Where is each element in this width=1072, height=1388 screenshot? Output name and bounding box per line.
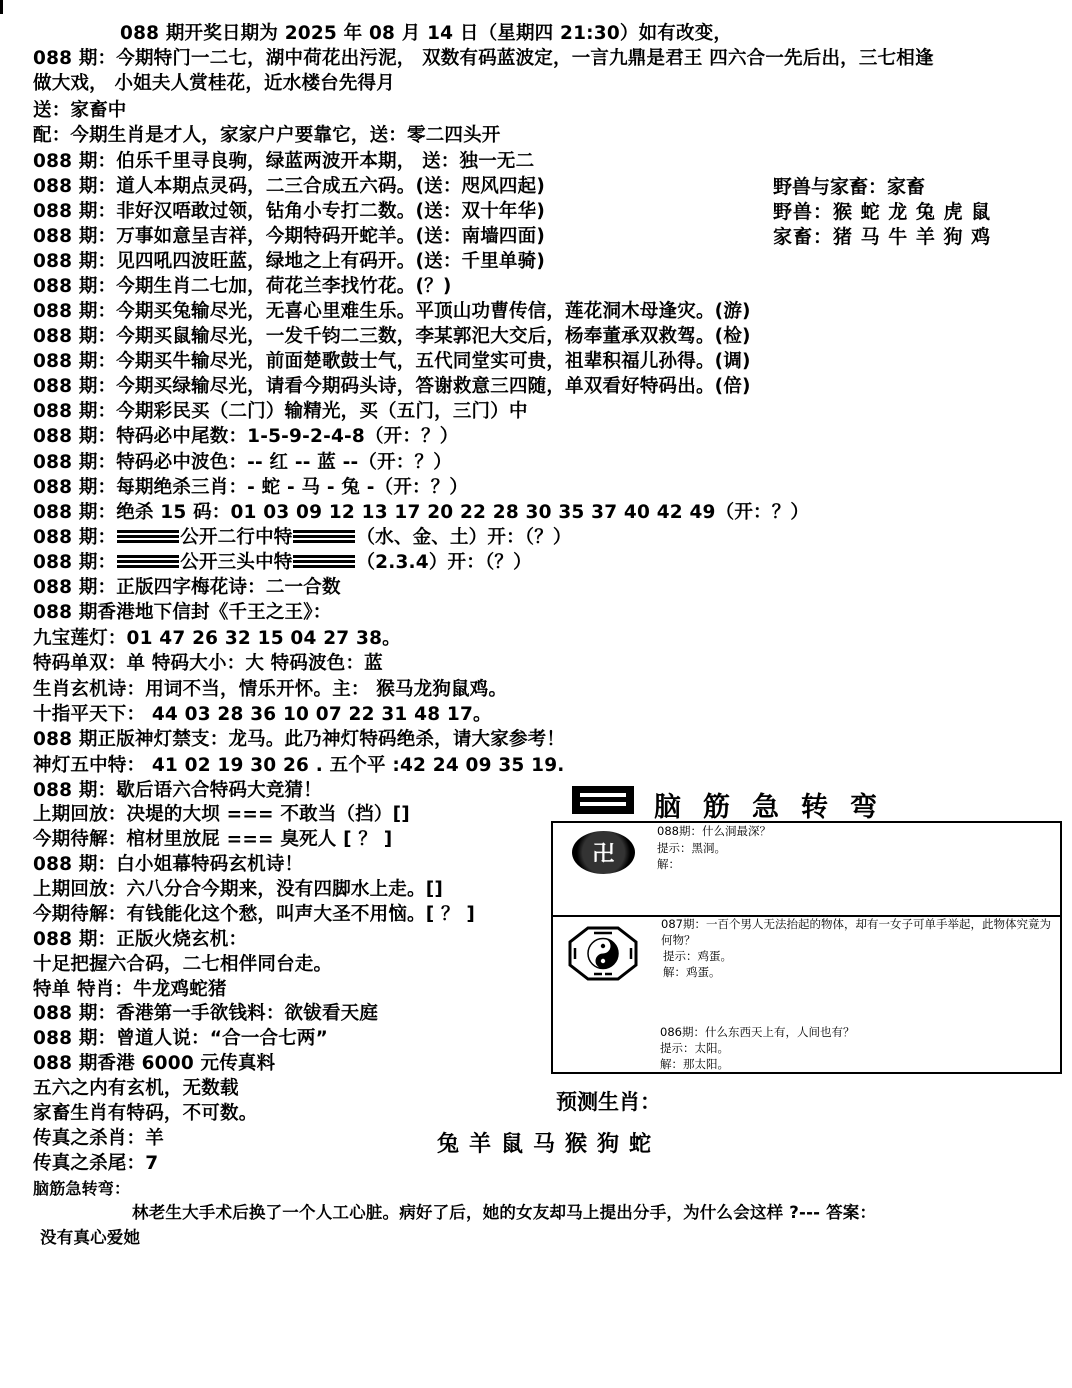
text-line: 088 期：正版火烧玄机： xyxy=(33,929,248,950)
text-line: 088 期：特码必中尾数：1-5-9-2-4-8（开：？） xyxy=(33,426,459,447)
bars-icon xyxy=(293,555,355,569)
bar-line-text-b: （2.3.4）开：（？） xyxy=(356,552,532,573)
text-line: 今期待解：棺材里放屁 === 臭死人 [ ？ ] xyxy=(33,829,393,850)
side-info-line: 家畜：猪 马 牛 羊 狗 鸡 xyxy=(773,226,992,248)
text-line: 088 期：伯乐千里寻良驹，绿蓝两波开本期， 送：独一无二 xyxy=(33,151,535,172)
text-line: 脑筋急转弯： xyxy=(33,1179,131,1198)
text-line: 传真之杀尾：7 xyxy=(33,1153,159,1174)
swastika-emblem-icon: 卍 xyxy=(572,831,635,874)
text-line: 088 期：道人本期点灵码，二三合成五六码。(送：咫风四起) xyxy=(33,176,545,197)
bars-icon xyxy=(117,555,179,569)
text-line: 上期回放：六八分合今期来，没有四脚水上走。[] xyxy=(33,879,444,900)
riddle-087-hint: 提示：鸡蛋。 xyxy=(663,949,732,963)
text-line: 088 期：正版四字梅花诗：二一合数 xyxy=(33,577,341,598)
riddle-086-hint: 提示：太阳。 xyxy=(660,1041,729,1055)
riddle-panel-title: 脑筋急转弯 xyxy=(654,792,899,823)
text-line: 088 期：每期绝杀三肖：- 蛇 - 马 - 兔 -（开：？） xyxy=(33,477,469,498)
bottom-riddle-question: 林老生大手术后换了一个人工心脏。病好了后，她的女友却马上提出分手，为什么会这样 ?--- 答案： xyxy=(132,1203,877,1222)
riddle-086-answer: 解：那太阳。 xyxy=(660,1057,729,1071)
text-line: 神灯五中特： 41 02 19 30 26 . 五个平 :42 24 09 35 19. xyxy=(33,755,565,776)
text-line: 十指平天下： 44 03 28 36 10 07 22 31 48 17。 xyxy=(33,704,492,725)
forecast-label: 预测生肖： xyxy=(556,1090,661,1114)
text-line: 生肖玄机诗：用词不当，情乐开怀。主： 猴马龙狗鼠鸡。 xyxy=(33,679,508,700)
bars-icon xyxy=(117,530,179,544)
bar-line-three-heads xyxy=(33,551,532,575)
text-line: 今期待解：有钱能化这个愁，叫声大圣不用恼。[ ？ ] xyxy=(33,904,475,925)
riddle-088-hint: 提示：黑洞。 xyxy=(657,841,726,855)
text-line: 088 期：见四吼四波旺蓝，绿地之上有码开。(送：千里单骑) xyxy=(33,251,545,272)
text-line: 088 期：绝杀 15 码：01 03 09 12 13 17 20 22 28 30 35 37 40 42 49（开：？） xyxy=(33,502,810,523)
text-line: 088 期：今期买绿输尽光，请看今期码头诗，答谢救意三四随，单双看好特码出。(倍) xyxy=(33,376,751,397)
riddle-086-question: 086期：什么东西天上有，人间也有？ xyxy=(660,1025,855,1039)
riddle-087-question: 087期：一百个男人无法抬起的物体，却有一女子可单手举起，此物体究竟为何物？ xyxy=(661,917,1051,947)
riddle-panel xyxy=(551,821,1062,1074)
text-line: 特单 特肖：牛龙鸡蛇猪 xyxy=(33,979,227,1000)
bagua-yinyang-icon xyxy=(568,926,638,981)
text-line: 十足把握六合码，二七相伴同台走。 xyxy=(33,954,333,975)
draw-date-header: 088 期开奖日期为 2025 年 08 月 14 日（星期四 21:30）如有改变， xyxy=(120,23,733,44)
text-line: 做大戏， 小姐夫人赏桂花，近水楼台先得月 xyxy=(33,73,395,94)
bar-line-text-a: 公开三头中特 xyxy=(180,552,293,573)
edge-mark xyxy=(0,0,3,14)
text-line: 088 期：今期买牛输尽光，前面楚歌鼓士气，五代同堂实可贵，祖辈积福儿孙得。(调) xyxy=(33,351,751,372)
forecast-zodiacs: 兔羊鼠马猴狗蛇 xyxy=(437,1131,662,1157)
text-line: 送：家畜中 xyxy=(33,100,127,121)
text-line: 088 期：今期生肖二七加，荷花兰李找竹花。(？) xyxy=(33,276,452,297)
side-info-line: 野兽：猴 蛇 龙 兔 虎 鼠 xyxy=(773,201,992,223)
text-line: 088 期：今期买鼠输尽光，一发千钧二三数，李某郭汜大交后，杨奉董承双救驾。(检) xyxy=(33,326,751,347)
riddle-088-answer: 解： xyxy=(657,857,680,871)
side-info-line: 野兽与家畜：家畜 xyxy=(773,176,926,198)
text-line: 088 期：歇后语六合特码大竞猜！ xyxy=(33,780,322,801)
bar-line-text-b: （水、金、土）开：（？） xyxy=(356,527,572,548)
text-line: 088 期：特码必中波色：-- 红 -- 蓝 --（开：？） xyxy=(33,452,452,473)
text-line: 088 期：今期特门一二七，湖中荷花出污泥， 双数有码蓝波定，一言九鼎是君王 四六合一先后出，三七相逢 xyxy=(33,48,934,69)
text-line: 特码单双：单 特码大小：大 特码波色：蓝 xyxy=(33,653,383,674)
riddle-087-answer: 解：鸡蛋。 xyxy=(663,965,721,979)
text-line: 五六之内有玄机，无数载 xyxy=(33,1078,239,1099)
text-line: 088 期正版神灯禁支：龙马。此乃神灯特码绝杀，请大家参考！ xyxy=(33,729,566,750)
bars-icon xyxy=(293,530,355,544)
text-line: 088 期：香港第一手欲钱料：欲钹看天庭 xyxy=(33,1003,379,1024)
text-line: 088 期：万事如意呈吉祥，今期特码开蛇羊。(送：南墙四面) xyxy=(33,226,545,247)
text-line: 传真之杀肖：羊 xyxy=(33,1128,164,1149)
text-line: 088 期：白小姐幕特码玄机诗！ xyxy=(33,854,304,875)
text-line: 配：今期生肖是才人，家家户户要靠它，送：零二四头开 xyxy=(33,125,501,146)
text-line: 088 期：曾道人说：“合一合七两” xyxy=(33,1028,328,1049)
text-line: 家畜生肖有特码，不可数。 xyxy=(33,1103,258,1124)
bar-line-prefix: 088 期： xyxy=(33,552,117,573)
bar-line-prefix: 088 期： xyxy=(33,527,117,548)
riddle-panel-header xyxy=(572,786,1002,823)
bar-line-two-elements xyxy=(33,526,572,550)
text-line: 088 期：今期买兔输尽光，无喜心里难生乐。平顶山功曹传信，莲花洞木母逢灾。(游) xyxy=(33,301,751,322)
text-line: 088 期香港 6000 元传真料 xyxy=(33,1053,276,1074)
text-line: 九宝莲灯：01 47 26 32 15 04 27 38。 xyxy=(33,628,401,649)
bottom-riddle-answer: 没有真心爱她 xyxy=(40,1228,141,1247)
riddle-088-question: 088期：什么洞最深？ xyxy=(657,824,771,838)
text-line: 088 期：非好汉唔敢过领，钻角小专打二数。(送：双十年华) xyxy=(33,201,545,222)
bar-line-text-a: 公开二行中特 xyxy=(180,527,293,548)
text-line: 上期回放：决堤的大坝 === 不敢当（挡）[] xyxy=(33,804,410,825)
text-line: 088 期：今期彩民买（二门）输精光，买（五门，三门）中 xyxy=(33,401,528,422)
badge-icon xyxy=(572,786,634,814)
text-line: 088 期香港地下信封《千王之王》： xyxy=(33,602,332,623)
